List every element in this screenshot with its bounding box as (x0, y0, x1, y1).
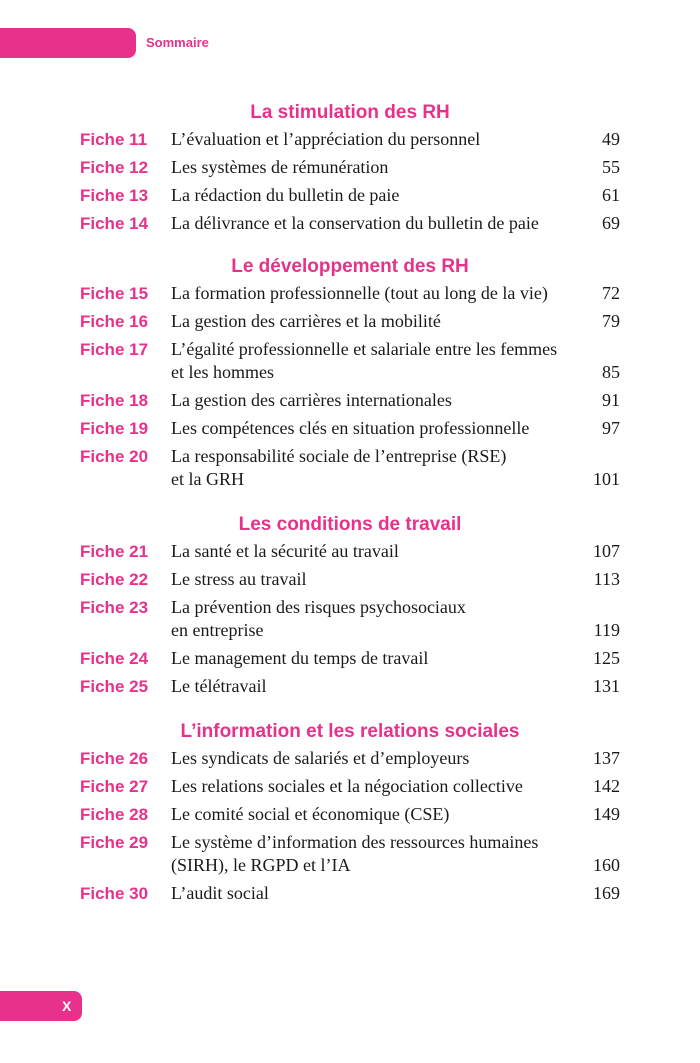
fiche-number: Fiche 18 (80, 391, 149, 410)
header-tab (0, 28, 209, 58)
entry-title (171, 338, 570, 384)
entry-title (171, 568, 570, 591)
page-number: 85 (602, 362, 620, 382)
entry-title (171, 647, 570, 670)
entry-title (171, 803, 570, 826)
table-of-contents (80, 100, 620, 910)
entry-title (171, 184, 570, 207)
entry-title-line: Le système d’information des ressources humaines (171, 832, 539, 852)
fiche-number: Fiche 25 (80, 677, 149, 696)
toc-entry[interactable] (80, 831, 620, 877)
page-number: 119 (593, 620, 620, 640)
toc-entry[interactable] (80, 882, 620, 905)
toc-entry[interactable] (80, 445, 620, 491)
entry-title (171, 831, 570, 877)
page-number: 91 (602, 390, 620, 410)
entry-title (171, 596, 570, 642)
toc-entry[interactable] (80, 282, 620, 305)
entry-title-line: L’évaluation et l’appréciation du personnel (171, 129, 481, 149)
fiche-number: Fiche 29 (80, 833, 149, 852)
toc-entry[interactable] (80, 775, 620, 798)
entry-title-line: La rédaction du bulletin de paie (171, 185, 400, 205)
fiche-number: Fiche 20 (80, 447, 149, 466)
fiche-number: Fiche 11 (80, 130, 148, 149)
page-number: 107 (593, 541, 620, 561)
entry-title-line: La délivrance et la conservation du bulletin de paie (171, 213, 539, 233)
toc-entry[interactable] (80, 675, 620, 698)
fiche-number: Fiche 21 (80, 542, 149, 561)
entry-title-line: La gestion des carrières et la mobilité (171, 311, 441, 331)
page-number: 55 (602, 157, 620, 177)
fiche-number: Fiche 23 (80, 598, 149, 617)
toc-entry[interactable] (80, 389, 620, 412)
entry-title (171, 156, 570, 179)
fiche-number: Fiche 22 (80, 570, 149, 589)
entry-title-line: La responsabilité sociale de l’entreprise (RSE) (171, 446, 507, 466)
fiche-number: Fiche 28 (80, 805, 149, 824)
page-number: 72 (602, 283, 620, 303)
fiche-number: Fiche 13 (80, 186, 149, 205)
toc-entry[interactable] (80, 647, 620, 670)
toc-entry[interactable] (80, 747, 620, 770)
entry-title-line: et les hommes (171, 362, 274, 382)
section-developpement (80, 254, 620, 491)
fiche-number: Fiche 24 (80, 649, 149, 668)
toc-entry[interactable] (80, 568, 620, 591)
entry-title-line: (SIRH), le RGPD et l’IA (171, 855, 351, 875)
toc-entry[interactable] (80, 310, 620, 333)
fiche-number: Fiche 30 (80, 884, 149, 903)
toc-entry[interactable] (80, 803, 620, 826)
entry-title (171, 882, 570, 905)
fiche-number: Fiche 16 (80, 312, 149, 331)
entry-title-line: Les compétences clés en situation professionnelle (171, 418, 530, 438)
fiche-number: Fiche 26 (80, 749, 149, 768)
entry-title (171, 445, 570, 491)
page-number: 142 (593, 776, 620, 796)
toc-entry[interactable] (80, 417, 620, 440)
page-number: 137 (593, 748, 620, 768)
entry-title (171, 128, 570, 151)
fiche-number: Fiche 19 (80, 419, 149, 438)
page-number: 61 (602, 185, 620, 205)
entry-title (171, 282, 570, 305)
entry-title (171, 212, 570, 235)
fiche-number: Fiche 17 (80, 340, 149, 359)
footer-page-tab (0, 991, 82, 1021)
page-number: 160 (593, 855, 620, 875)
toc-entry[interactable] (80, 128, 620, 151)
entry-title-line: Le télétravail (171, 676, 267, 696)
toc-entry[interactable] (80, 184, 620, 207)
fiche-number: Fiche 14 (80, 214, 149, 233)
page-number: 97 (602, 418, 620, 438)
page-number: 49 (602, 129, 620, 149)
page-number: 149 (593, 804, 620, 824)
toc-entry[interactable] (80, 156, 620, 179)
entry-title (171, 540, 570, 563)
toc-entry[interactable] (80, 540, 620, 563)
entry-title-line: La santé et la sécurité au travail (171, 541, 399, 561)
entry-title-line: La gestion des carrières internationales (171, 390, 452, 410)
toc-entry[interactable] (80, 212, 620, 235)
section-title: Le développement des RH (231, 256, 469, 277)
page-number: 69 (602, 213, 620, 233)
entry-title-line: Le management du temps de travail (171, 648, 429, 668)
fiche-number: Fiche 12 (80, 158, 149, 177)
page-number: 101 (593, 469, 620, 489)
fiche-number: Fiche 27 (80, 777, 149, 796)
entry-title-line: L’égalité professionnelle et salariale entre les femmes (171, 339, 558, 359)
entry-title-line: et la GRH (171, 469, 244, 489)
entry-title-line: Le stress au travail (171, 569, 307, 589)
entry-title-line: L’audit social (171, 883, 269, 903)
fiche-number: Fiche 15 (80, 284, 149, 303)
entry-title-line: La formation professionnelle (tout au long de la vie) (171, 283, 548, 303)
section-title: Les conditions de travail (238, 514, 462, 535)
section-title: La stimulation des RH (250, 102, 450, 123)
section-information (80, 719, 620, 905)
page-number: 131 (593, 676, 620, 696)
page-number: 169 (593, 883, 620, 903)
entry-title (171, 389, 570, 412)
footer-page-label: X (62, 998, 72, 1014)
entry-title-line: Les systèmes de rémunération (171, 157, 389, 177)
section-stimulation (80, 100, 620, 235)
section-conditions (80, 512, 620, 698)
entry-title (171, 775, 570, 798)
entry-title-line: en entreprise (171, 620, 264, 640)
entry-title-line: Les relations sociales et la négociation collective (171, 776, 523, 796)
toc-entry[interactable] (80, 338, 620, 384)
entry-title-line: Le comité social et économique (CSE) (171, 804, 450, 824)
page-number: 113 (593, 569, 620, 589)
entry-title (171, 747, 570, 770)
page-number: 125 (593, 648, 620, 668)
entry-title (171, 417, 570, 440)
entry-title (171, 675, 570, 698)
header-label: Sommaire (146, 35, 209, 50)
toc-entry[interactable] (80, 596, 620, 642)
entry-title (171, 310, 570, 333)
section-title: L’information et les relations sociales (180, 721, 520, 742)
entry-title-line: La prévention des risques psychosociaux (171, 597, 466, 617)
page-number: 79 (602, 311, 620, 331)
entry-title-line: Les syndicats de salariés et d’employeurs (171, 748, 470, 768)
